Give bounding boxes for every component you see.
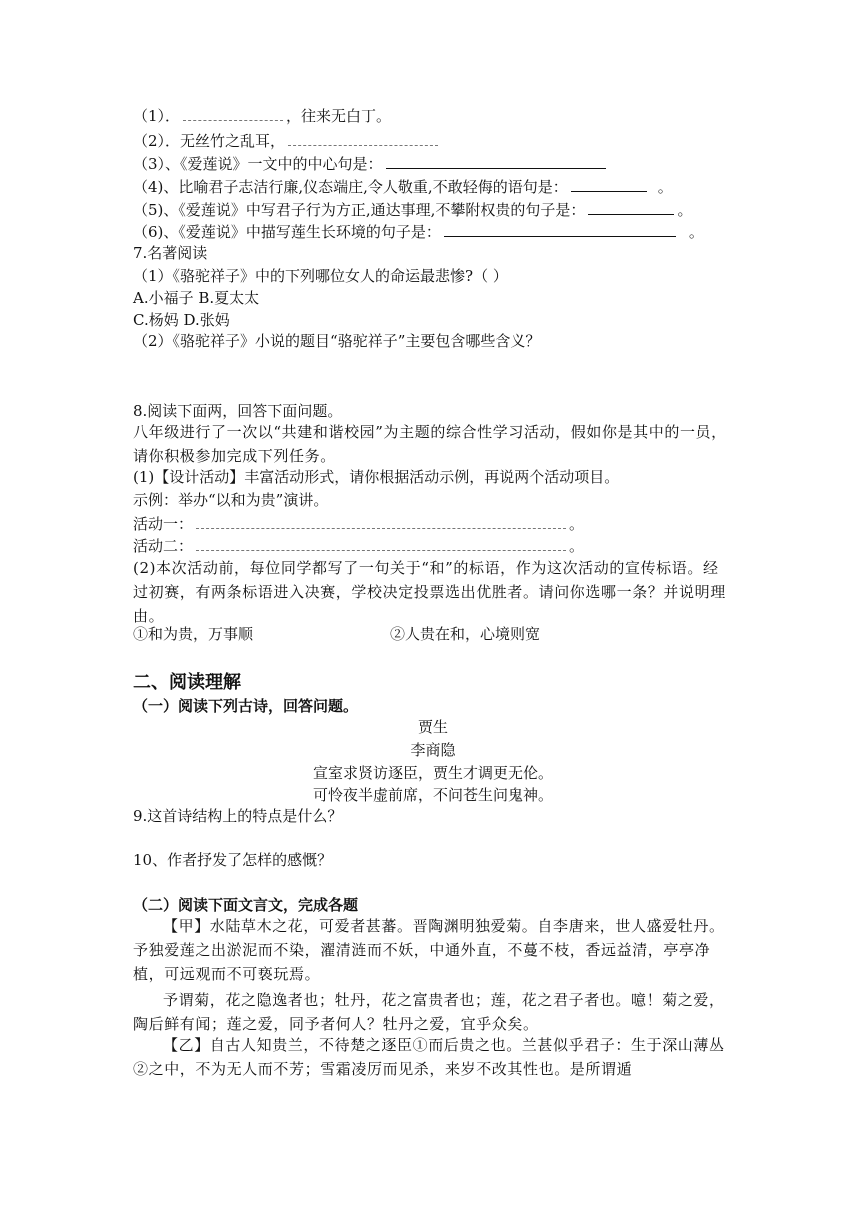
q5-blank[interactable] — [588, 199, 674, 215]
q4-end: 。 — [657, 178, 673, 196]
q1-blank[interactable] — [183, 105, 283, 121]
fill-in-q1 — [133, 105, 391, 126]
q8-example: 示例：举办“以和为贵”演讲。 — [133, 491, 329, 509]
q5-end: 。 — [677, 201, 693, 219]
passage-para3: 【乙】自古人知贵兰，不待楚之逐臣①而后贵之也。兰甚似乎君子：生于深山薄丛②之中，不为无人而不芳；雪霜凌厉而见杀，来岁不改其性也。是所谓遁 — [133, 1036, 725, 1078]
section-title: 二、阅读理解 — [133, 672, 241, 693]
activity2-end: 。 — [569, 537, 585, 555]
q7-sub2: （2）《骆驼祥子》小说的题目“骆驼祥子”主要包含哪些含义？ — [133, 332, 541, 350]
q8-slogan1: ①和为贵，万事顺 — [133, 625, 254, 643]
q8-task2: (2)本次活动前，每位同学都写了一句关于“和”的标语，作为这次活动的宣传标语。经过初赛，有两条标语进入决赛，学校决定投票选出优胜者。请问你选哪一条？并说明理由。 — [133, 559, 726, 625]
passage-para2: 予谓菊，花之隐逸者也；牡丹，花之富贵者也；莲，花之君子者也。噫！菊之爱，陶后鲜有闻；莲之爱，同予者何人？牡丹之爱，宜乎众矣。 — [133, 991, 725, 1033]
question-10: 10、作者抒发了怎样的感慨？ — [133, 851, 333, 869]
q7-sub1: （1）《骆驼祥子》中的下列哪位女人的命运最悲惨?（ ） — [133, 267, 508, 285]
q4-text: （4)、比喻君子志洁行廉,仪态端庄,令人敬重,不敢轻侮的语句是： — [133, 178, 568, 196]
q5-text: （5)、《爱莲说》中写君子行为方正,通达事理,不攀附权贵的句子是： — [133, 201, 586, 219]
poem-line1: 宣室求贤访逐臣，贾生才调更无伦。 — [312, 764, 553, 782]
q8-intro: 八年级进行了一次以“共建和谐校园”为主题的综合性学习活动，假如你是其中的一员，请你积极参加完成下列任务。 — [133, 423, 727, 465]
activity2-label: 活动二： — [133, 537, 194, 555]
activity1-end: 。 — [569, 515, 585, 533]
activity1-blank[interactable] — [196, 513, 566, 529]
q4-blank[interactable] — [571, 176, 647, 192]
q7-title: 7.名著阅读 — [133, 244, 208, 262]
fill-in-q6 — [133, 221, 704, 242]
poem-line2: 可怜夜半虚前席，不问苍生问鬼神。 — [312, 786, 553, 804]
q1-prefix: （1）． — [133, 107, 181, 125]
poem-title: 贾生 — [417, 718, 448, 736]
q8-activity1 — [133, 513, 584, 534]
q2-text: （2）．无丝竹之乱耳， — [133, 132, 286, 150]
activity1-label: 活动一： — [133, 515, 194, 533]
q6-text: （6)、《爱莲说》中描写莲生长环境的句子是： — [133, 223, 441, 241]
fill-in-q2 — [133, 130, 441, 151]
question-9: 9.这首诗结构上的特点是什么？ — [133, 807, 343, 825]
q3-blank[interactable] — [386, 153, 606, 169]
fill-in-q3 — [133, 153, 609, 174]
passage-para1: 【甲】水陆草木之花，可爱者甚蕃。晋陶渊明独爱菊。自李唐来，世人盛爱牡丹。予独爱莲之出淤泥而不染，濯清涟而不妖，中通外直，不蔓不枝，香远益清，亭亭净植，可远观而不可亵玩焉。 — [133, 917, 725, 983]
activity2-blank[interactable] — [196, 535, 566, 551]
q2-blank[interactable] — [288, 130, 438, 146]
q8-title: 8.阅读下面两，回答下面问题。 — [133, 402, 343, 420]
q8-slogan2: ②人贵在和，心境则宽 — [390, 625, 541, 643]
q6-blank[interactable] — [444, 221, 676, 237]
q6-end: 。 — [688, 223, 704, 241]
part1-heading: （一）阅读下列古诗，回答问题。 — [133, 697, 359, 715]
q7-options-ab: A.小福子 B.夏太太 — [133, 289, 260, 307]
q7-options-cd: C.杨妈 D.张妈 — [133, 311, 230, 329]
q3-text: （3）、《爱莲说》一文中的中心句是： — [133, 155, 383, 173]
poem-author: 李商隐 — [410, 741, 456, 759]
q1-suffix: ，往来无白丁。 — [286, 107, 392, 125]
part2-heading: （二）阅读下面文言文，完成各题 — [133, 896, 359, 914]
fill-in-q4 — [133, 176, 673, 197]
q8-task1: (1)【设计活动】丰富活动形式，请你根据活动示例，再说两个活动项目。 — [133, 468, 620, 486]
q8-activity2 — [133, 535, 584, 556]
fill-in-q5 — [133, 199, 692, 220]
